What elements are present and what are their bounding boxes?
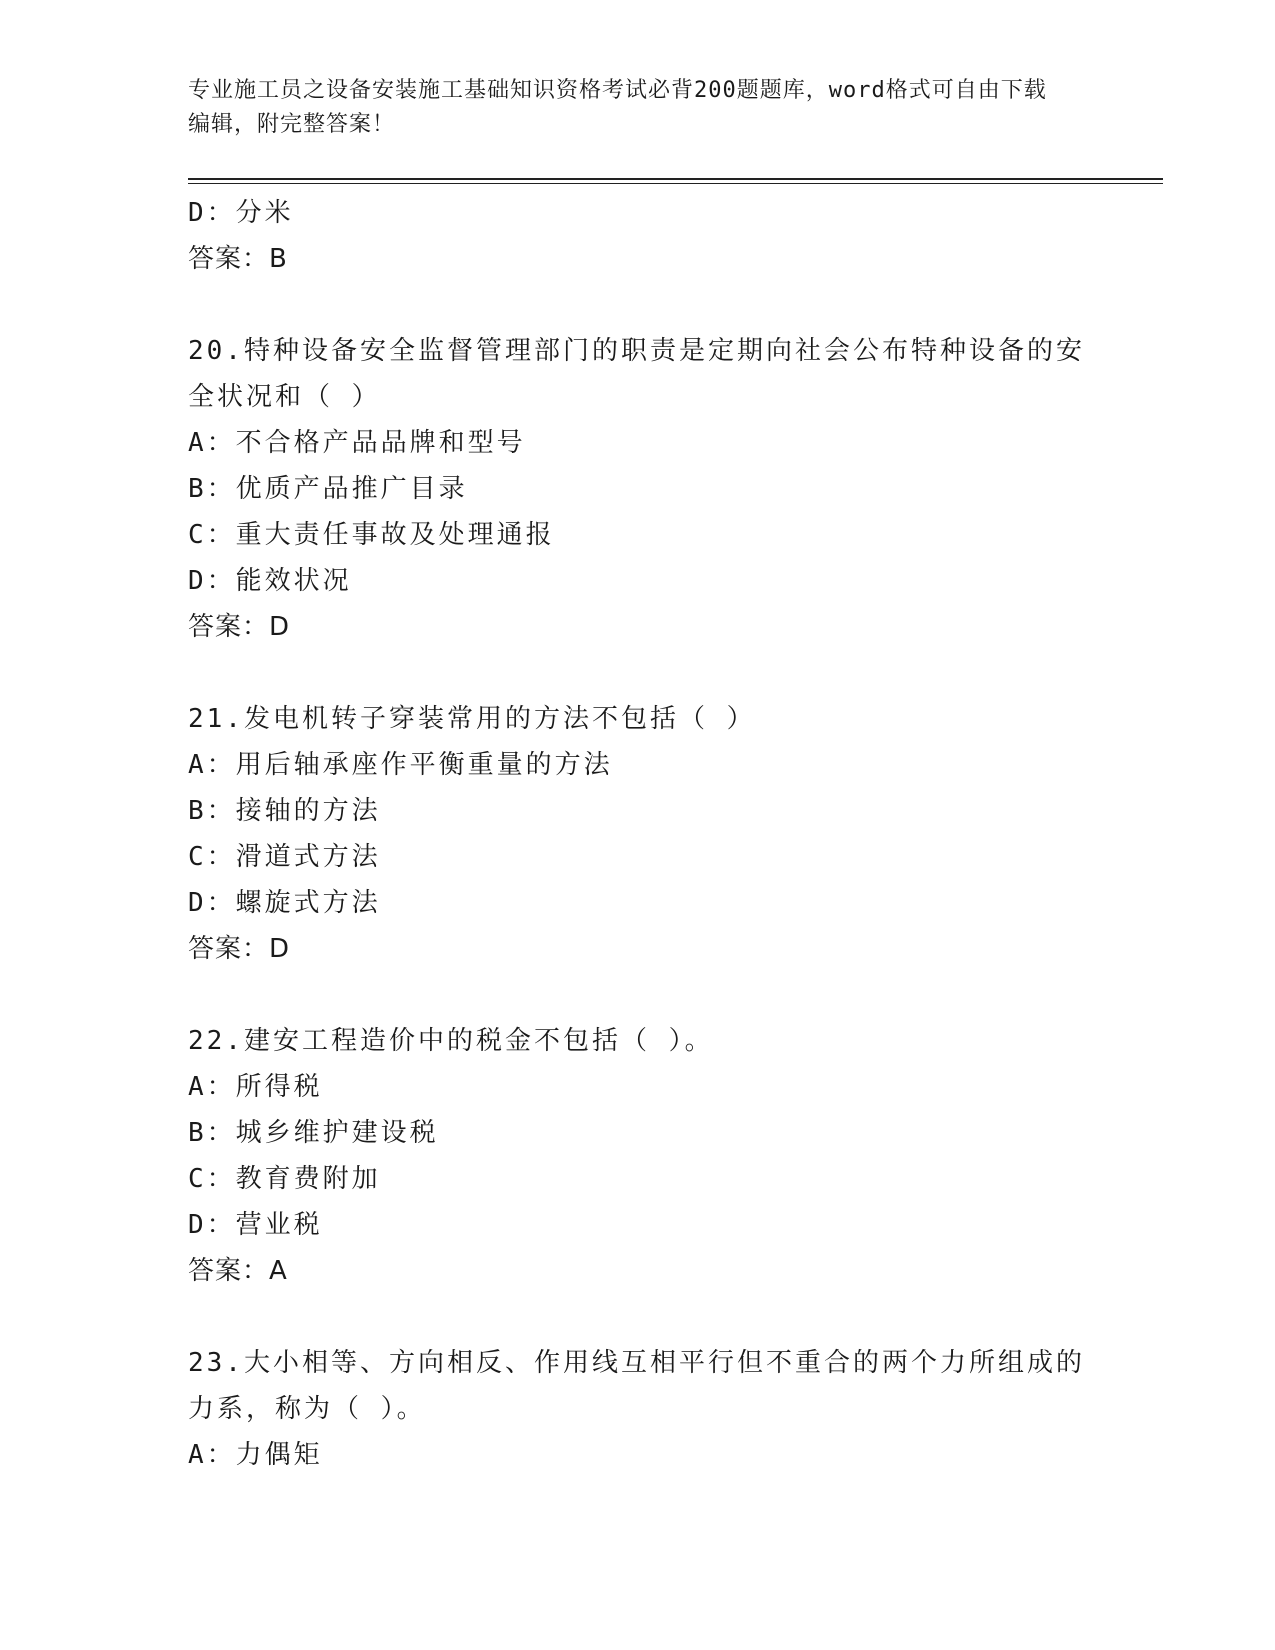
question-text: 20.特种设备安全监督管理部门的职责是定期向社会公布特种设备的安全状况和（ ）: [188, 336, 1085, 412]
question-list: [188, 190, 1088, 1478]
header-divider-thick: [188, 178, 1163, 180]
answer-line: 答案：B: [188, 244, 288, 274]
option-a: A：所得税: [188, 1072, 323, 1102]
question-block-21: [188, 696, 1088, 972]
option-b: B：城乡维护建设税: [188, 1118, 439, 1148]
answer-line: 答案：A: [188, 1256, 288, 1286]
question-text: 21.发电机转子穿装常用的方法不包括（ ）: [188, 704, 756, 734]
question-text: 22.建安工程造价中的税金不包括（ ）。: [188, 1026, 714, 1056]
question-block-prev: [188, 190, 1088, 282]
spacer: [188, 650, 1088, 696]
document-title: 专业施工员之设备安装施工基础知识资格考试必背200题题库，word格式可自由下载编辑，附完整答案！: [188, 78, 1047, 137]
question-text: 23.大小相等、方向相反、作用线互相平行但不重合的两个力所组成的力系，称为（ ）。: [188, 1348, 1085, 1424]
option-d: D：能效状况: [188, 566, 352, 596]
question-block-22: [188, 1018, 1088, 1294]
option-a: A：不合格产品品牌和型号: [188, 428, 526, 458]
spacer: [188, 972, 1088, 1018]
option-d: D：螺旋式方法: [188, 888, 381, 918]
option-c: C：教育费附加: [188, 1164, 381, 1194]
question-block-23: [188, 1340, 1088, 1478]
option-b: B：优质产品推广目录: [188, 474, 468, 504]
option-b: B：接轴的方法: [188, 796, 381, 826]
spacer: [188, 282, 1088, 328]
option-d: D：营业税: [188, 1210, 323, 1240]
option-c: C：滑道式方法: [188, 842, 381, 872]
option-a: A：力偶矩: [188, 1440, 323, 1470]
option-c: C：重大责任事故及处理通报: [188, 520, 555, 550]
header-divider-thin: [188, 183, 1163, 184]
option-d: D：分米: [188, 198, 294, 228]
document-header: [188, 74, 1068, 142]
answer-line: 答案：D: [188, 934, 291, 964]
option-a: A：用后轴承座作平衡重量的方法: [188, 750, 613, 780]
answer-line: 答案：D: [188, 612, 291, 642]
question-block-20: [188, 328, 1088, 650]
spacer: [188, 1294, 1088, 1340]
